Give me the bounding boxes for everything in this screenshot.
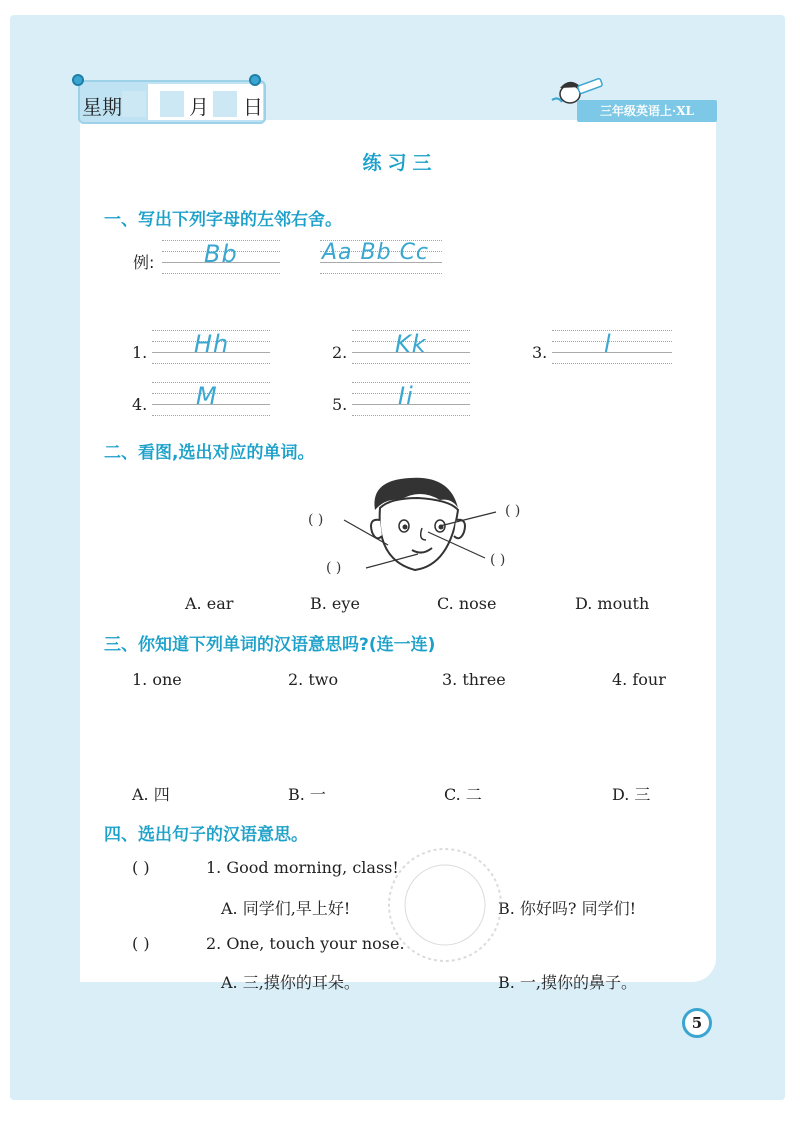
option-c: C. nose [437, 594, 497, 613]
month-blank[interactable] [160, 91, 184, 117]
month-label: 月 [189, 95, 209, 119]
item-1-letter: Hh [194, 330, 230, 358]
choice-b: B. 一,摸你的鼻子。 [498, 973, 638, 992]
option-b: B. eye [310, 594, 360, 613]
item-3-letter: l [604, 330, 612, 358]
section-2-heading: 二、看图,选出对应的单词。 [104, 443, 315, 463]
answer-paren[interactable]: ( ) [505, 503, 521, 519]
answer-paren[interactable]: ( ) [308, 512, 324, 528]
meaning-item[interactable]: D. 三 [612, 785, 651, 804]
grade-tag: 三年级英语上·XL [577, 100, 717, 122]
item-4-letter: M [196, 382, 218, 410]
word-item[interactable]: 2. two [288, 670, 339, 689]
question-text: 1. Good morning, class! [206, 858, 399, 877]
item-5-number: 5. [332, 395, 348, 414]
example-answer: Aa Bb Cc [322, 240, 430, 265]
meaning-item[interactable]: B. 一 [288, 785, 326, 804]
answer-paren[interactable]: ( ) [326, 560, 342, 576]
choice-a: A. 三,摸你的耳朵。 [221, 973, 360, 992]
choice-a: A. 同学们,早上好! [221, 899, 351, 918]
answer-paren[interactable]: ( ) [132, 934, 150, 953]
question-text: 2. One, touch your nose. [206, 934, 405, 953]
meaning-item[interactable]: A. 四 [132, 785, 170, 804]
page-number: 5 [682, 1008, 712, 1038]
pin-icon [249, 74, 261, 86]
section-1-heading: 一、写出下列字母的左邻右舍。 [104, 210, 342, 230]
item-5-letter: Ii [398, 382, 414, 410]
item-2-number: 2. [332, 343, 348, 362]
pin-icon [72, 74, 84, 86]
word-item[interactable]: 3. three [442, 670, 506, 689]
option-a: A. ear [185, 594, 234, 613]
example-given: Bb [204, 240, 238, 268]
option-d: D. mouth [575, 594, 650, 613]
answer-paren[interactable]: ( ) [490, 552, 506, 568]
item-4-number: 4. [132, 395, 148, 414]
weekday-label: 星期 [82, 95, 122, 119]
answer-paren[interactable]: ( ) [132, 858, 150, 877]
item-3-lines[interactable] [552, 330, 672, 364]
day-label: 日 [243, 95, 263, 119]
watermark-stamp-icon [380, 840, 510, 970]
page-title: 练习三 [362, 152, 438, 174]
word-item[interactable]: 4. four [612, 670, 666, 689]
day-blank[interactable] [213, 91, 237, 117]
word-item[interactable]: 1. one [132, 670, 182, 689]
choice-b: B. 你好吗? 同学们! [498, 899, 637, 918]
section-4-heading: 四、选出句子的汉语意思。 [104, 825, 308, 845]
weekday-blank[interactable] [122, 91, 146, 117]
item-3-number: 3. [532, 343, 548, 362]
meaning-item[interactable]: C. 二 [444, 785, 482, 804]
example-label: 例: [133, 253, 155, 272]
item-2-letter: Kk [395, 330, 427, 358]
item-1-number: 1. [132, 343, 148, 362]
section-3-heading: 三、你知道下列单词的汉语意思吗?(连一连) [104, 635, 436, 655]
